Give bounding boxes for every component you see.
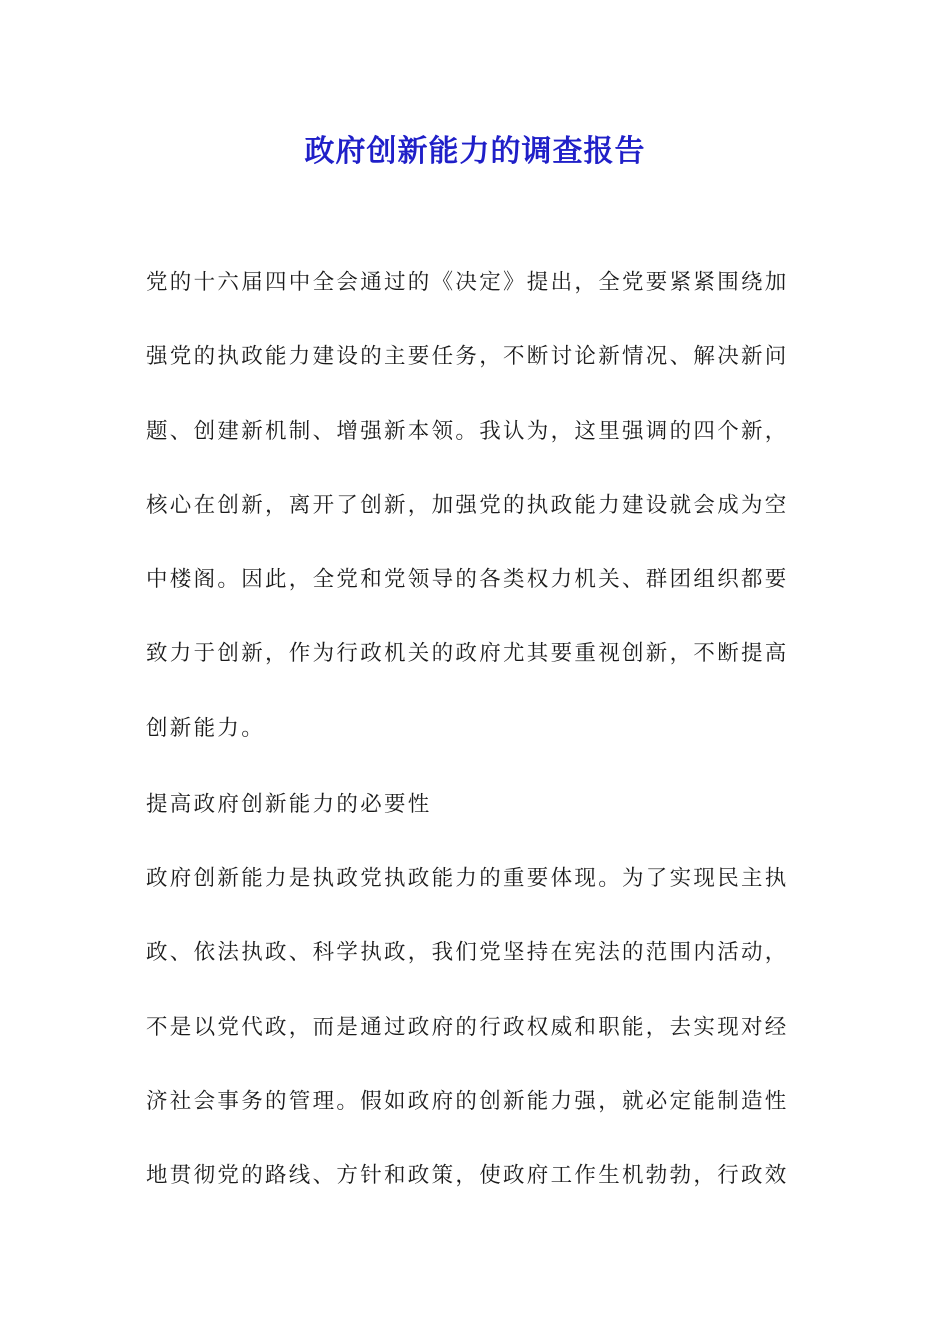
text-line: 致力于创新，作为行政机关的政府尤其要重视创新，不断提高 <box>146 641 789 667</box>
section-heading <box>146 768 806 842</box>
document-title: 政府创新能力的调查报告 <box>304 134 646 169</box>
text-line: 济社会事务的管理。假如政府的创新能力强，就必定能制造性 <box>146 1088 789 1114</box>
paragraph-necessity <box>146 842 806 1213</box>
text-line: 地贯彻党的路线、方针和政策，使政府工作生机勃勃，行政效 <box>146 1163 789 1189</box>
text-line: 强党的执政能力建设的主要任务，不断讨论新情况、解决新问 <box>146 344 789 370</box>
text-line: 中楼阁。因此，全党和党领导的各类权力机关、群团组织都要 <box>146 567 789 593</box>
text-line: 政、依法执政、科学执政，我们党坚持在宪法的范围内活动， <box>146 940 789 966</box>
text-line: 创新能力。 <box>146 715 266 741</box>
paragraph-intro <box>146 246 806 766</box>
text-line: 核心在创新，离开了创新，加强党的执政能力建设就会成为空 <box>146 492 789 518</box>
text-line: 政府创新能力是执政党执政能力的重要体现。为了实现民主执 <box>146 866 789 891</box>
text-line: 党的十六届四中全会通过的《决定》提出，全党要紧紧围绕加 <box>146 270 789 295</box>
text-line: 题、创建新机制、增强新本领。我认为，这里强调的四个新， <box>146 418 789 444</box>
section-heading-text: 提高政府创新能力的必要性 <box>146 792 432 817</box>
text-line: 不是以党代政，而是通过政府的行政权威和职能，去实现对经 <box>146 1014 789 1040</box>
